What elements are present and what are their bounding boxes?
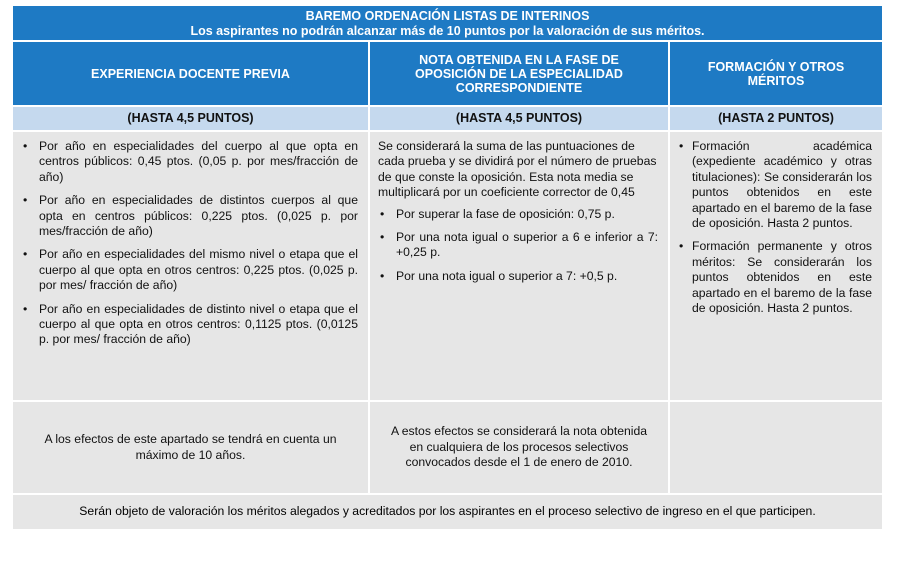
table-title	[13, 6, 882, 40]
baremo-table	[13, 6, 882, 529]
col-footer-experiencia: A los efectos de este apartado se tendrá en cuenta un máximo de 10 años.	[13, 400, 368, 493]
title-heading: BAREMO ORDENACIÓN LISTAS DE INTERINOS	[305, 9, 590, 23]
col-header-nota-oposicion: NOTA OBTENIDA EN LA FASE DE OPOSICIÓN DE LA ESPECIALIDAD CORRESPONDIENTE	[368, 40, 668, 105]
list-item: • Formación académica (expediente académico y otras titulaciones): Se considerarán los puntos obtenidos en este apartado en el baremo de la fase de oposición. Hasta 2 puntos.	[678, 139, 872, 231]
list-item: • Por año en especialidades de distinto nivel o etapa que el cuerpo al que opta en otros centros: 0,1125 ptos. (0,0125 p. por mes/ fracción de año)	[21, 302, 358, 348]
col-limit-experiencia: (HASTA 4,5 PUNTOS)	[13, 105, 368, 130]
nota-intro: Se considerará la suma de las puntuaciones de cada prueba y se dividirá por el número de pruebas de que conste la oposición. Esta nota media se multiplicará por un coeficiente corrector de 0,45	[378, 139, 657, 200]
col-body-nota-oposicion	[368, 130, 668, 400]
col-body-formacion	[668, 130, 882, 400]
col-header-formacion: FORMACIÓN Y OTROS MÉRITOS	[668, 40, 882, 105]
title-subheading: Los aspirantes no podrán alcanzar más de 10 puntos por la valoración de sus méritos.	[190, 24, 705, 38]
col-body-experiencia	[13, 130, 368, 400]
col-limit-nota-oposicion: (HASTA 4,5 PUNTOS)	[368, 105, 668, 130]
nota-list	[378, 207, 658, 285]
list-item: • Por una nota igual o superior a 7: +0,5 p.	[378, 269, 658, 284]
list-item: • Por año en especialidades del cuerpo al que opta en centros públicos: 0,45 ptos. (0,05 p. por mes/fracción de año)	[21, 139, 358, 185]
col-limit-formacion: (HASTA 2 PUNTOS)	[668, 105, 882, 130]
experiencia-list	[21, 139, 358, 348]
list-item: • Formación permanente y otros méritos: Se considerarán los puntos obtenidos en este apartado en el baremo de la fase de oposición. Hasta 2 puntos.	[678, 239, 872, 316]
table-grid	[13, 40, 882, 493]
list-item: • Por superar la fase de oposición: 0,75 p.	[378, 207, 658, 222]
col-header-experiencia: EXPERIENCIA DOCENTE PREVIA	[13, 40, 368, 105]
bottom-note: Serán objeto de valoración los méritos alegados y acreditados por los aspirantes en el proceso selectivo de ingreso en el que participen.	[13, 493, 882, 529]
col-footer-formacion	[668, 400, 882, 493]
formacion-list	[678, 139, 872, 316]
list-item: • Por una nota igual o superior a 6 e inferior a 7: +0,25 p.	[378, 230, 658, 261]
list-item: • Por año en especialidades de distintos cuerpos al que opta en centros públicos: 0,225 ptos. (0,025 p. por mes/fracción de año)	[21, 193, 358, 239]
list-item: • Por año en especialidades del mismo nivel o etapa que el cuerpo al que opta en otros centros: 0,225 ptos. (0,025 p. por mes/ fracción de año)	[21, 247, 358, 293]
col-footer-nota-oposicion: A estos efectos se considerará la nota obtenida en cualquiera de los procesos selectivos convocados desde el 1 de enero de 2010.	[368, 400, 668, 493]
